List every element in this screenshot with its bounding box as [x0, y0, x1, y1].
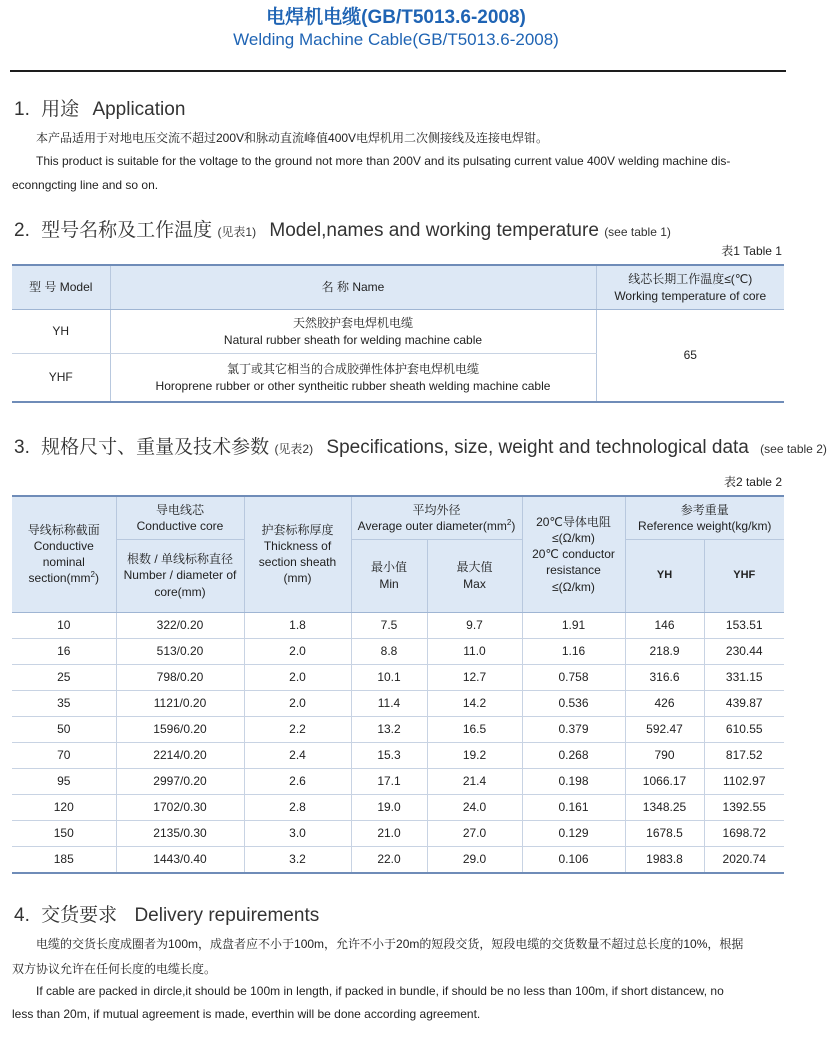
cell-weight-yhf: 1698.72 [704, 820, 784, 846]
header-resistance [522, 496, 625, 612]
cell-core: 1443/0.40 [116, 846, 244, 873]
header-yhf: YHF [704, 539, 784, 612]
header-diameter-en: Average outer $diameter(mm^2)$ [357, 517, 516, 533]
cell-min-diameter: 22.0 [351, 846, 427, 873]
cell-weight-yhf: 610.55 [704, 716, 784, 742]
model-table [12, 264, 784, 403]
cell-min-diameter: 15.3 [351, 742, 427, 768]
table-row [12, 742, 784, 768]
cell-core: 2135/0.30 [116, 820, 244, 846]
cell-resistance: 1.16 [522, 638, 625, 664]
header-core-count-en: Number / diameter of [123, 568, 237, 583]
cell-weight-yh: 218.9 [625, 638, 704, 664]
table-row [12, 612, 784, 638]
cell-weight-yh: 426 [625, 690, 704, 716]
section-heading-specifications [14, 432, 827, 459]
cell-resistance: 0.536 [522, 690, 625, 716]
cell-min-diameter: 13.2 [351, 716, 427, 742]
table-row [12, 846, 784, 873]
header-min-cn: 最小值 [370, 560, 407, 575]
cell-core: 322/0.20 [116, 612, 244, 638]
table-row [12, 638, 784, 664]
cell-max-diameter: 14.2 [427, 690, 522, 716]
cell-section: 95 [12, 768, 116, 794]
cell-section: 35 [12, 690, 116, 716]
delivery-text-cn-line2: 双方协议允许在任何长度的电缆长度。 [12, 962, 217, 976]
cell-resistance: 0.106 [522, 846, 625, 873]
cell-core: 1596/0.20 [116, 716, 244, 742]
section-heading-cn: 规格尺寸、重量及技术参数 [41, 437, 270, 458]
table-row [12, 690, 784, 716]
cell-sheath: 2.6 [244, 768, 351, 794]
header-temperature [596, 265, 784, 310]
page-title-en: Welding Machine Cable(GB/T5013.6-2008) [233, 30, 559, 49]
cell-min-diameter: 8.8 [351, 638, 427, 664]
cell-min-diameter: 10.1 [351, 664, 427, 690]
cell-sheath: 2.2 [244, 716, 351, 742]
header-resistance-en: ≤(Ω/km) [552, 579, 595, 594]
cell-section: 185 [12, 846, 116, 873]
cell-weight-yh: 316.6 [625, 664, 704, 690]
section-note-cn: (见表2) [274, 442, 314, 456]
header-weight-cn: 参考重量 [680, 502, 729, 517]
cell-min-diameter: 19.0 [351, 794, 427, 820]
cell-name-en: Horoprene rubber or other syntheitic rubber sheath welding machine cable [155, 378, 551, 393]
cell-resistance: 1.91 [522, 612, 625, 638]
table-row [12, 820, 784, 846]
header-section-en: nominal [42, 555, 85, 570]
section-number: 2. [14, 220, 30, 241]
header-section-en: Conductive [33, 539, 94, 554]
header-core-cn: 导电线芯 [155, 502, 204, 517]
table-subheader-row [12, 539, 784, 612]
cell-name-cn: 氯丁或其它相当的合成胶弹性体护套电焊机电缆 [226, 362, 479, 377]
header-sheath-cn: 护套标称厚度 [261, 522, 334, 537]
delivery-text-cn-line1: 电缆的交货长度成圈者为100m，成盘者应不小于100m，允许不小于20m的短段交货，短段电缆的交货数量不超过总长度的10%，根据 [36, 937, 744, 951]
header-diameter-en-text: Average outer diameter(mm [357, 518, 507, 533]
cell-sheath: 2.4 [244, 742, 351, 768]
cell-core: 1702/0.30 [116, 794, 244, 820]
cell-sheath: 3.2 [244, 846, 351, 873]
section-heading-cn: 用途 [41, 99, 80, 120]
table-header-row [12, 496, 784, 539]
cell-weight-yh: 1678.5 [625, 820, 704, 846]
cell-section: 70 [12, 742, 116, 768]
cell-min-diameter: 21.0 [351, 820, 427, 846]
cell-max-diameter: 21.4 [427, 768, 522, 794]
cell-weight-yhf: 1392.55 [704, 794, 784, 820]
cell-resistance: 0.268 [522, 742, 625, 768]
section-number: 3. [14, 437, 30, 458]
cell-weight-yhf: 817.52 [704, 742, 784, 768]
section-heading-en: Application [92, 99, 186, 120]
header-sheath-en: section sheath [258, 555, 337, 570]
cell-sheath: 2.0 [244, 690, 351, 716]
header-yh: YH [625, 539, 704, 612]
cell-weight-yhf: 439.87 [704, 690, 784, 716]
header-model: 型 号 Model [12, 265, 110, 310]
section-heading-en: Delivery repuirements [134, 905, 320, 926]
header-min [351, 539, 427, 612]
table1-caption: 表1 Table 1 [721, 244, 782, 258]
header-section-en: $section(mm^2)$ [28, 570, 99, 586]
header-max [427, 539, 522, 612]
header-core [116, 496, 244, 539]
cell-resistance: 0.379 [522, 716, 625, 742]
application-text-en-line1: This product is suitable for the voltage to the ground not more than 200V and its pulsating current value 400V welding machine dis- [36, 154, 731, 168]
cell-section: 10 [12, 612, 116, 638]
cell-section: 150 [12, 820, 116, 846]
cell-weight-yh: 592.47 [625, 716, 704, 742]
specifications-table-body [12, 612, 784, 873]
header-min-en: Min [379, 576, 399, 591]
cell-weight-yh: 1066.17 [625, 768, 704, 794]
cell-temperature: 65 [596, 310, 784, 403]
section-heading-cn: 型号名称及工作温度 [41, 220, 213, 241]
cell-model: YHF [12, 354, 110, 403]
cell-weight-yhf: 1102.97 [704, 768, 784, 794]
section-note-en: (see table 2) [760, 442, 827, 456]
cell-max-diameter: 16.5 [427, 716, 522, 742]
section-heading-en: Specifications, size, weight and technological data [326, 437, 749, 458]
application-text-cn: 本产品适用于对地电压交流不超过200V和脉动直流峰值400V电焊机用二次侧接线及连接电焊钳。 [36, 131, 549, 145]
cell-core: 1121/0.20 [116, 690, 244, 716]
cell-name-cn: 天然胶护套电焊机电缆 [292, 316, 413, 331]
cell-core: 2214/0.20 [116, 742, 244, 768]
header-diameter-cn: 平均外径 [412, 502, 461, 517]
header-core-count-en: core(mm) [154, 584, 206, 599]
header-resistance-cn: ≤(Ω/km) [552, 530, 595, 545]
table-row [12, 716, 784, 742]
superscript: 2 [90, 570, 95, 580]
cell-sheath: 1.8 [244, 612, 351, 638]
table2-caption: 表2 table 2 [723, 475, 782, 489]
cell-min-diameter: 17.1 [351, 768, 427, 794]
header-name: 名 称 Name [110, 265, 596, 310]
section-note-en: (see table 1) [604, 225, 671, 239]
table-row [12, 664, 784, 690]
table-row [12, 794, 784, 820]
superscript: 2 [506, 517, 512, 527]
table-row [12, 310, 784, 354]
header-sheath-en: (mm) [283, 571, 312, 586]
cell-core: 2997/0.20 [116, 768, 244, 794]
header-temperature-cn: 线芯长期工作温度≤(℃) [628, 272, 753, 287]
section-heading-delivery [14, 900, 319, 927]
application-text-en-line2: econngcting line and so on. [12, 178, 159, 192]
cell-section: 50 [12, 716, 116, 742]
section-note-cn: (见表1) [217, 225, 257, 239]
header-resistance-en: 20℃ conductor [532, 547, 615, 562]
cell-resistance: 0.129 [522, 820, 625, 846]
cell-weight-yhf: 2020.74 [704, 846, 784, 873]
cell-sheath: 2.0 [244, 638, 351, 664]
header-max-en: Max [463, 576, 486, 591]
table-row [12, 768, 784, 794]
header-core-count-cn: 根数 / 单线标称直径 [126, 552, 233, 567]
header-resistance-en: resistance [546, 563, 601, 578]
cell-min-diameter: 11.4 [351, 690, 427, 716]
cell-name-en: Natural rubber sheath for welding machine cable [223, 332, 483, 347]
cell-resistance: 0.198 [522, 768, 625, 794]
cell-max-diameter: 12.7 [427, 664, 522, 690]
cell-weight-yh: 146 [625, 612, 704, 638]
cell-section: 120 [12, 794, 116, 820]
section-number: 1. [14, 99, 30, 120]
cell-name [110, 354, 596, 403]
cell-weight-yhf: 153.51 [704, 612, 784, 638]
header-sheath-en: Thickness of [263, 539, 332, 554]
header-max-cn: 最大值 [456, 560, 493, 575]
page-title-cn: 电焊机电缆(GB/T5013.6-2008) [266, 7, 526, 28]
cell-weight-yhf: 230.44 [704, 638, 784, 664]
header-diameter [351, 496, 522, 539]
header-core-en: Conductive core [136, 518, 224, 533]
cell-section: 25 [12, 664, 116, 690]
cell-weight-yhf: 331.15 [704, 664, 784, 690]
section-heading-model [14, 215, 671, 242]
cell-section: 16 [12, 638, 116, 664]
cell-max-diameter: 27.0 [427, 820, 522, 846]
cell-max-diameter: 9.7 [427, 612, 522, 638]
cell-weight-yh: 1983.8 [625, 846, 704, 873]
cell-max-diameter: 19.2 [427, 742, 522, 768]
cell-name [110, 310, 596, 354]
cell-model: YH [12, 310, 110, 354]
title-divider [10, 70, 786, 72]
cell-weight-yh: 1348.25 [625, 794, 704, 820]
table-header-row [12, 265, 784, 310]
cell-max-diameter: 24.0 [427, 794, 522, 820]
cell-core: 513/0.20 [116, 638, 244, 664]
cell-max-diameter: 11.0 [427, 638, 522, 664]
cell-sheath: 2.0 [244, 664, 351, 690]
header-temperature-en: Working temperature of core [614, 288, 767, 303]
section-heading-application [14, 94, 185, 121]
cell-core: 798/0.20 [116, 664, 244, 690]
cell-sheath: 2.8 [244, 794, 351, 820]
header-resistance-cn: 20℃导体电阻 [536, 514, 611, 529]
cell-weight-yh: 790 [625, 742, 704, 768]
cell-resistance: 0.758 [522, 664, 625, 690]
section-heading-en: Model,names and working temperature [269, 220, 599, 241]
delivery-text-en-line1: If cable are packed in dircle,it should be 100m in length, if packed in bundle, if should be no less than 100m, if short distancew, no [36, 984, 724, 998]
cell-sheath: 3.0 [244, 820, 351, 846]
header-weight [625, 496, 784, 539]
header-section-cn: 导线标称截面 [27, 522, 100, 537]
header-sheath [244, 496, 351, 612]
header-weight-en: Reference weight(kg/km) [638, 518, 772, 533]
specifications-table [12, 495, 784, 874]
header-section-unit: section(mm [28, 571, 91, 586]
cell-resistance: 0.161 [522, 794, 625, 820]
section-number: 4. [14, 905, 30, 926]
header-section [12, 496, 116, 612]
delivery-text-en-line2: less than 20m, if mutual agreement is made, everthin will be done according agreement. [12, 1007, 481, 1021]
section-heading-cn: 交货要求 [41, 905, 118, 926]
header-core-count [116, 539, 244, 612]
cell-min-diameter: 7.5 [351, 612, 427, 638]
cell-max-diameter: 29.0 [427, 846, 522, 873]
